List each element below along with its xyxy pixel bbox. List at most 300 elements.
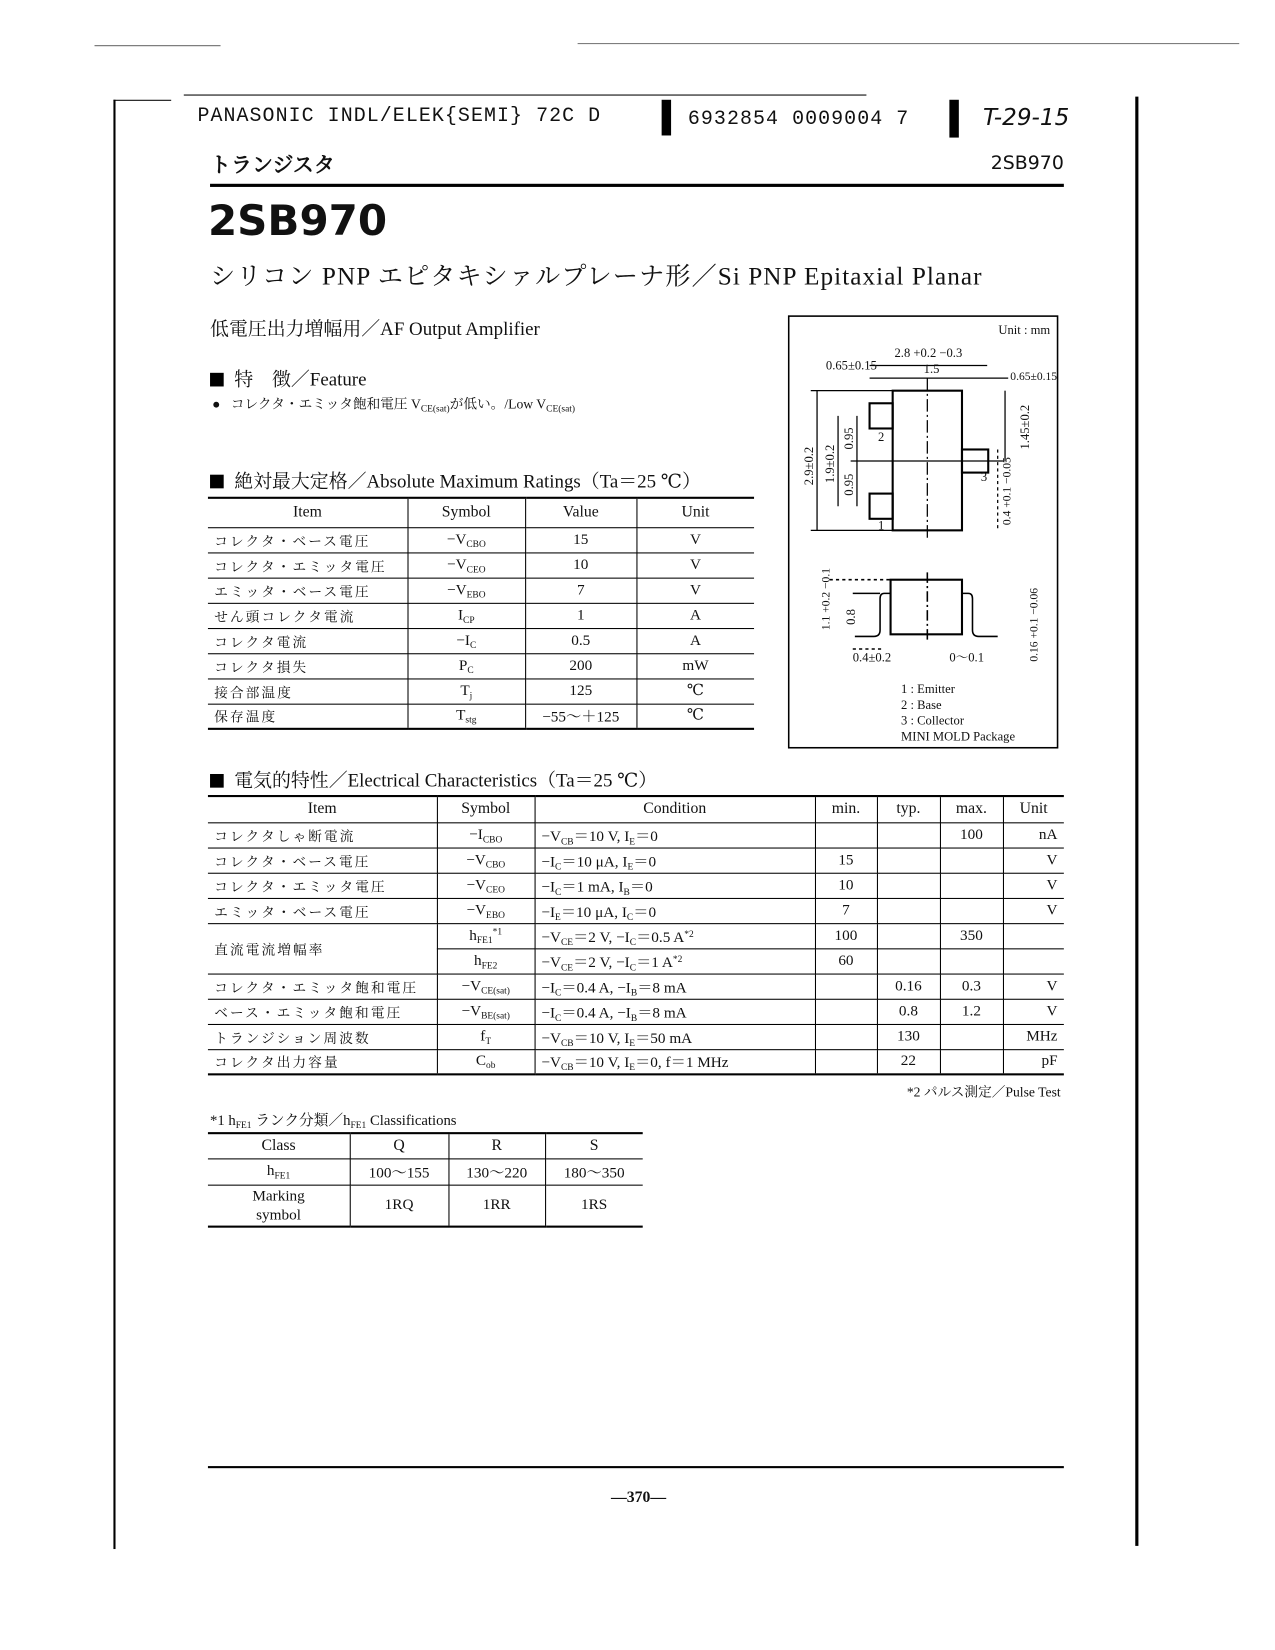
scan-noise-line [578,43,1240,44]
text-segment: ＝2 V, −I [573,928,630,946]
max-cell: 0.3 [940,974,1003,999]
subscript: j [469,689,473,700]
subscript: E [629,1037,636,1048]
text-segment: ＝0, f＝1 MHz [635,1054,729,1072]
text-segment: −V [446,530,467,548]
page-number: —370— [610,1489,667,1506]
symbol-cell [437,923,535,948]
scan-noise-line [95,45,221,46]
unit-cell: V [1003,848,1064,873]
dim-pitch-total: 1.9±0.2 [822,444,837,484]
column-header-unit: Unit [1003,796,1064,822]
item-cell: エミッタ・ベース電圧 [208,898,437,923]
table-row [208,628,754,653]
value-cell: 125 [525,678,636,703]
subscript: ob [486,1059,496,1071]
text-segment: −I [541,878,556,896]
symbol-cell [407,603,525,628]
dim-pitch-b: 0.95 [841,473,856,496]
legend-emitter: 1 : Emitter [901,682,955,697]
document-code-left: PANASONIC INDL/ELEK{SEMI} 72C D [197,103,602,128]
unit-cell: V [1003,999,1064,1024]
text-segment: ＝50 mA [635,1029,693,1047]
table-row [208,848,1064,873]
text-segment: −I [469,825,483,843]
condition-cell [535,923,815,948]
electrical-characteristics-table [208,795,1064,1075]
section-square-icon [210,774,224,788]
text-segment: −V [447,581,467,599]
min-cell [815,822,877,847]
text-segment: *1 h [210,1113,236,1129]
unit-cell: mW [636,653,754,678]
table-row [208,552,754,577]
subscript: CE(sat) [481,984,510,996]
section-square-icon [210,373,224,387]
symbol-cell [407,653,525,678]
elec-heading [210,766,657,793]
subscript: C [555,986,562,998]
item-cell: コレクタ出力容量 [208,1049,437,1074]
text-segment: が低い。/Low V [449,395,547,412]
dim-lead-width: 0.4 +0.1 −0.05 [1001,457,1014,526]
text-segment: −V [541,928,561,946]
unit-cell [1003,923,1064,948]
text-segment: T [460,682,470,699]
text-segment: −I [541,853,556,871]
text-segment: −V [447,556,467,573]
absolute-maximum-ratings-table [208,497,754,730]
text-segment: ＝1 mA, I [561,878,624,896]
text-segment: −I [541,1004,556,1022]
section-square-icon [210,475,224,489]
typ-cell [877,923,940,948]
symbol-cell [437,974,535,999]
subscript: B [623,885,630,897]
subscript: E [629,835,636,846]
dim-thickness: 1.1 +0.2 −0.1 [820,568,833,631]
min-cell [815,999,877,1024]
symbol-cell [407,678,525,703]
value-cell: 15 [525,527,636,552]
subscript: FE1 [235,1119,252,1131]
text-segment: h [474,952,482,969]
pin-1-lead [870,494,893,519]
item-cell: 接合部温度 [208,678,408,703]
text-segment: −V [541,1029,561,1047]
typ-cell: 0.16 [877,974,940,999]
text-segment: −V [461,1002,482,1020]
item-cell: コレクタ・ベース電圧 [208,527,408,552]
hfe-range-q: 100〜155 [350,1158,449,1184]
table-row [208,1024,1064,1049]
min-cell [815,974,877,999]
text-segment: −V [461,977,482,995]
bullet-icon: ● [212,395,221,412]
dim-lead-left: 0.65±0.15 [825,358,877,373]
item-cell: 保存温度 [208,704,408,729]
item-cell: コレクタしゃ断電流 [208,822,437,847]
marking-s: 1RS [545,1185,643,1227]
table-row-marking [208,1185,643,1227]
footer-rule [208,1466,1064,1468]
subscript: E [629,1062,636,1073]
right-page-border [1135,97,1138,1546]
subscript: CBO [485,858,506,870]
top-border [184,95,867,96]
condition-cell [535,873,815,898]
unit-cell: A [636,603,754,628]
max-cell [940,1049,1003,1074]
unit-cell: pF [1003,1049,1064,1074]
unit-cell: ℃ [636,678,754,703]
item-cell: コレクタ・エミッタ電圧 [208,552,408,577]
subscript: B [630,1011,638,1023]
subscript: E [627,860,634,872]
abs-max-heading-text: 絶対最大定格／Absolute Maximum Ratings（Ta＝25 ℃） [234,470,701,492]
dim-lead-thickness: 0.16 +0.1 −0.06 [1028,587,1041,662]
value-cell: 10 [525,552,636,577]
unit-cell: V [636,578,754,603]
max-cell: 1.2 [940,999,1003,1024]
table-row [208,704,754,729]
classification-heading [210,1109,456,1130]
item-cell: コレクタ電流 [208,628,408,653]
package-body-side [891,580,962,635]
column-header-class: Class [208,1133,350,1158]
table-row [208,999,1064,1024]
hfe-classification-table [208,1132,643,1228]
subscript: CEO [466,563,486,574]
feature-heading [210,364,366,391]
marking-row-label [208,1185,350,1227]
typ-cell [877,898,940,923]
text-segment: ＝0.4 A, −I [561,979,631,997]
pin-2-label: 2 [877,430,885,445]
min-cell: 15 [815,848,877,873]
value-cell: 200 [525,653,636,678]
item-cell: 直流電流増幅率 [208,923,437,973]
unit-cell: V [1003,898,1064,923]
text-segment: ＝1 A [636,954,673,971]
subtitle: シリコン PNP エピタキシァルプレーナ形／Si PNP Epitaxial Planar [210,263,983,291]
subscript: C [629,961,637,972]
subscript: CE(sat) [546,403,576,414]
column-header-unit: Unit [636,498,754,527]
unit-cell: V [1003,873,1064,898]
typ-cell [877,948,940,973]
package-name: MINI MOLD Package [901,729,1016,744]
table-row [208,603,754,628]
text-segment: ＝0 [629,878,653,896]
subscript: CP [463,613,475,625]
legend-collector: 3 : Collector [901,713,965,728]
symbol-cell [437,822,535,847]
unit-cell: nA [1003,822,1064,847]
pulse-test-footnote: *2 パルス測定／Pulse Test [906,1083,1061,1100]
condition-cell [535,822,815,847]
text-segment: ＝10 V, I [573,1029,630,1047]
feature-item-text [231,396,575,412]
subscript: CEO [486,883,505,895]
table-header-row [208,498,754,527]
subscript: C [626,911,634,922]
subscript: CB [560,835,574,846]
text-segment: ＝0 [635,828,658,845]
symbol-cell [437,898,535,923]
unit-cell: ℃ [636,704,754,729]
symbol-cell [437,948,535,973]
header-rule [210,184,1064,187]
max-cell [940,1024,1003,1049]
table-row-hfe [208,1158,643,1184]
text-segment: h [266,1162,275,1180]
max-cell: 350 [940,923,1003,948]
typ-cell: 0.8 [877,999,940,1024]
unit-cell: MHz [1003,1024,1064,1049]
table-row [208,527,754,552]
table-row [208,653,754,678]
text-segment: −V [466,851,486,868]
subscript: C [555,860,562,872]
text-segment: ＝10 μA, I [561,853,628,871]
dim-pitch-a: 0.95 [841,427,856,450]
hfe-range-r: 130〜220 [448,1158,545,1184]
text-segment: ＝0.5 A [636,928,685,946]
text-segment: −I [456,631,470,649]
condition-cell [535,898,815,923]
symbol-cell [407,704,525,729]
subscript: FE1 [274,1169,291,1181]
subscript: C [555,885,562,897]
text-segment: I [457,606,464,624]
subscript: CBO [466,538,486,549]
subscript: CBO [482,833,503,844]
table-row [208,873,1064,898]
text-segment: ＝10 V, I [573,1054,630,1072]
pin-2-lead [870,403,893,428]
typ-cell: 22 [877,1049,940,1074]
text-segment: C [475,1052,487,1070]
dim-lead3-offset: 1.45±0.2 [1018,404,1033,450]
symbol-cell [407,578,525,603]
page-title: 2SB970 [207,197,388,246]
column-header-value: Value [525,498,636,527]
column-header-item: Item [208,796,437,822]
max-cell [940,848,1003,873]
pin-1-label: 1 [877,518,885,533]
item-cell: ベース・エミッタ飽和電圧 [208,999,437,1024]
subscript: stg [465,714,477,725]
marking-q: 1RQ [350,1185,449,1227]
elec-heading-text: 電気的特性／Electrical Characteristics（Ta＝25 ℃） [234,769,658,791]
column-header-max: max. [940,796,1003,822]
subscript: EBO [466,588,486,600]
subscript: CE [560,936,574,947]
subscript: C [555,1011,562,1023]
text-segment: −V [541,954,561,971]
column-header-q: Q [350,1133,449,1158]
symbol-cell [437,1024,535,1049]
symbol-cell [407,628,525,653]
dim-height-total: 2.9±0.2 [801,446,816,486]
column-header-typ: typ. [877,796,940,822]
application: 低電圧出力増幅用／AF Output Amplifier [210,318,540,340]
subscript: E [555,911,561,922]
package-outline-diagram [788,315,1059,750]
dim-standoff: 0〜0.1 [949,650,985,665]
subscript: T [485,1034,492,1046]
item-cell: コレクタ損失 [208,653,408,678]
item-cell: コレクタ・エミッタ飽和電圧 [208,974,437,999]
subscript: EBO [486,908,505,920]
value-cell: 0.5 [525,628,636,653]
subscript: CB [560,1062,574,1073]
text-segment: ＝8 mA [637,1004,687,1022]
text-segment: ＝2 V, −I [573,954,630,971]
condition-cell [535,1024,815,1049]
condition-cell [535,948,815,973]
subscript: FE2 [481,959,498,970]
column-header-symbol: Symbol [407,498,525,527]
min-cell: 7 [815,898,877,923]
subscript: FE1 [476,934,493,946]
column-header-min: min. [815,796,877,822]
superscript: *2 [672,953,683,964]
max-cell [940,898,1003,923]
text-segment: −V [466,876,487,894]
marking-r: 1RR [448,1185,545,1227]
max-cell [940,873,1003,898]
subscript: C [467,664,474,675]
symbol-cell [437,1049,535,1074]
text-segment: ＝10 V, I [573,828,630,845]
symbol-cell [437,999,535,1024]
column-header-item: Item [208,498,408,527]
marking-label-line1: Marking [252,1187,305,1205]
subscript: C [629,936,637,947]
max-cell: 100 [940,822,1003,847]
condition-cell [535,1049,815,1074]
unit-cell [1003,948,1064,973]
table-header-row [208,796,1064,822]
symbol-cell [407,527,525,552]
table-header-row [208,1133,643,1158]
subscript: FE1 [350,1119,367,1131]
typ-cell [877,848,940,873]
text-segment: ＝0 [633,853,657,871]
pin-3-label: 3 [980,469,988,484]
min-cell [815,1024,877,1049]
table-row [208,578,754,603]
text-segment: コレクタ・エミッタ飽和電圧 V [230,395,421,412]
column-header-condition: Condition [535,796,815,822]
black-marker-bar [662,100,671,136]
item-cell: コレクタ・ベース電圧 [208,848,437,873]
item-cell: エミッタ・ベース電圧 [208,578,408,603]
text-segment: ＝0 [633,903,657,921]
left-page-border [113,100,115,1549]
symbol-cell [407,552,525,577]
item-cell: せん頭コレクタ電流 [208,603,408,628]
subscript: BE(sat) [481,1009,510,1021]
subscript: B [630,986,638,998]
part-number-header: 2SB970 [990,152,1064,175]
dim-foot: 0.4±0.2 [852,650,892,665]
subscript: CE(sat) [420,403,450,414]
top-left-border [113,100,171,101]
typ-cell [877,822,940,847]
document-code-right: 6932854 0009004 7 [687,107,910,131]
symbol-cell [437,873,535,898]
text-segment: ランク分類／h [251,1113,351,1129]
value-cell: 7 [525,578,636,603]
text-segment: −V [466,901,487,919]
abs-max-heading [210,466,701,493]
min-cell: 60 [815,948,877,973]
dim-body-height: 0.8 [843,609,858,625]
subscript: CB [560,1037,574,1048]
text-segment: h [469,927,477,945]
unit-cell: V [1003,974,1064,999]
feature-heading-text: 特 徴／Feature [234,368,367,390]
item-cell: コレクタ・エミッタ電圧 [208,873,437,898]
condition-cell [535,999,815,1024]
black-marker-bar [949,100,958,138]
hfe-row-label [208,1158,350,1184]
table-row [208,678,754,703]
dim-lead-right: 0.65±0.15 [1010,371,1058,384]
table-row [208,974,1064,999]
min-cell [815,1049,877,1074]
subscript: C [469,639,477,650]
text-segment: P [458,656,468,674]
table-row [208,898,1064,923]
text-segment: f [480,1027,486,1045]
min-cell: 10 [815,873,877,898]
typ-cell: 130 [877,1024,940,1049]
hfe-range-s: 180〜350 [545,1158,643,1184]
text-segment: Classifications [366,1113,457,1129]
text-segment: ＝10 μA, I [560,903,627,921]
unit-label: Unit : mm [998,322,1051,337]
text-segment: −I [541,903,556,921]
text-segment: −V [541,1054,561,1072]
category-label: トランジスタ [210,152,335,178]
superscript: *2 [684,927,694,939]
unit-cell: V [636,527,754,552]
text-segment: T [456,707,466,724]
min-cell: 100 [815,923,877,948]
column-header-r: R [448,1133,545,1158]
handwritten-note: T-29-15 [982,105,1070,132]
column-header-s: S [545,1133,643,1158]
text-segment: −V [541,828,561,845]
dim-width-total: 2.8 +0.2 −0.3 [894,346,963,361]
condition-cell [535,848,815,873]
column-header-symbol: Symbol [437,796,535,822]
subscript: CE [560,961,574,972]
item-cell: トランジション周波数 [208,1024,437,1049]
value-cell: 1 [525,603,636,628]
unit-cell: A [636,628,754,653]
marking-label-line2: symbol [256,1206,301,1224]
unit-cell: V [636,552,754,577]
text-segment: ＝8 mA [637,979,687,997]
max-cell [940,948,1003,973]
dim-body: 1.5 [923,361,940,376]
text-segment: −I [541,979,556,997]
